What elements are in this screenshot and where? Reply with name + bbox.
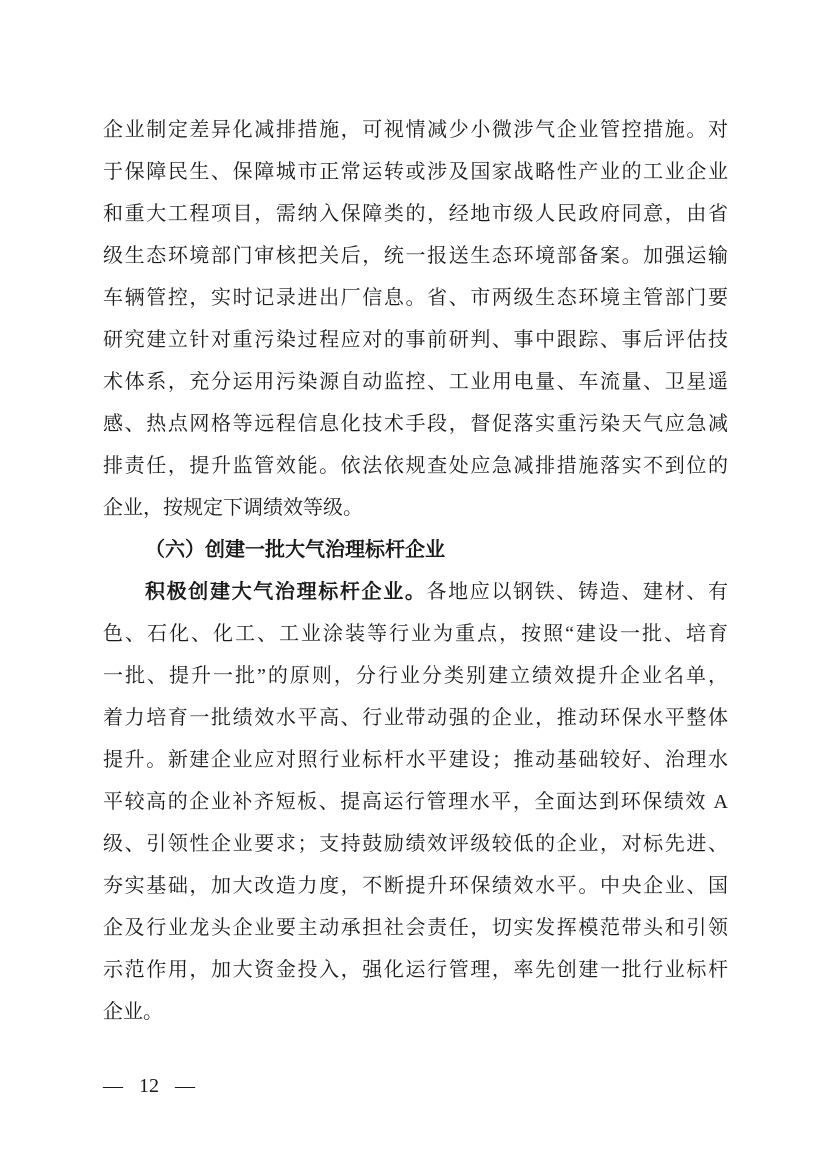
bold-text-segment: 积极创建大气治理标杆企业。 <box>145 581 427 603</box>
text-segment: 和重大工程项目，需纳入保障类的，经地市级人民政府同意，由省 <box>103 203 728 225</box>
body-line <box>103 193 728 235</box>
page-footer <box>103 1072 195 1100</box>
text-segment: 提升。新建企业应对照行业标杆水平建设；推动基础较好、治理水 <box>103 749 728 771</box>
text-segment: 企业，按规定下调绩效等级。 <box>103 497 363 519</box>
body-line <box>103 445 728 487</box>
text-segment: 车辆管控，实时记录进出厂信息。省、市两级生态环境主管部门要 <box>103 287 728 309</box>
text-segment: 着力培育一批绩效水平高、行业带动强的企业，推动环保水平整体 <box>103 707 728 729</box>
text-segment: 级生态环境部门审核把关后，统一报送生态环境部备案。加强运输 <box>103 245 728 267</box>
text-segment: 企业。 <box>103 1001 163 1023</box>
text-segment: 排责任，提升监管效能。依法依规查处应急减排措施落实不到位的 <box>103 455 728 477</box>
section-heading <box>103 529 728 571</box>
body-line <box>103 109 728 151</box>
bold-text-segment: （六）创建一批大气治理标杆企业 <box>145 539 445 561</box>
body-line <box>103 235 728 277</box>
text-segment: 感、热点网格等远程信息化技术手段，督促落实重污染天气应急减 <box>103 413 728 435</box>
text-segment: 一批、提升一批”的原则，分行业分类别建立绩效提升企业名单， <box>103 665 728 687</box>
text-segment: 示范作用，加大资金投入，强化运行管理，率先创建一批行业标杆 <box>103 959 728 981</box>
text-segment: 企及行业龙头企业要主动承担社会责任，切实发挥模范带头和引领 <box>103 917 728 939</box>
footer-dash-left: — <box>103 1075 123 1097</box>
body-line <box>103 403 728 445</box>
body-line <box>103 613 728 655</box>
body-line <box>103 781 728 823</box>
body-line <box>103 697 728 739</box>
text-segment: 平较高的企业补齐短板、提高运行管理水平，全面达到环保绩效 A <box>103 791 728 813</box>
body-line <box>103 319 728 361</box>
page-number: 12 <box>139 1075 159 1097</box>
body-line <box>103 949 728 991</box>
body-line <box>103 907 728 949</box>
text-segment: 研究建立针对重污染过程应对的事前研判、事中跟踪、事后评估技 <box>103 329 728 351</box>
body-line <box>103 823 728 865</box>
text-segment: 级、引领性企业要求；支持鼓励绩效评级较低的企业，对标先进、 <box>103 833 728 855</box>
text-segment: 企业制定差异化减排措施，可视情减少小微涉气企业管控措施。对 <box>103 119 728 141</box>
paragraph-end-line <box>103 487 728 529</box>
footer-dash-right: — <box>175 1075 195 1097</box>
text-segment: 术体系，充分运用污染源自动监控、工业用电量、车流量、卫星遥 <box>103 371 728 393</box>
body-line <box>103 655 728 697</box>
text-segment: 色、石化、化工、工业涂装等行业为重点，按照“建设一批、培育 <box>103 623 728 645</box>
body-line <box>103 277 728 319</box>
body-line <box>103 571 728 613</box>
body-line <box>103 151 728 193</box>
text-segment: 各地应以钢铁、铸造、建材、有 <box>426 581 728 603</box>
body-line <box>103 361 728 403</box>
body-line <box>103 865 728 907</box>
paragraph-end-line <box>103 991 728 1033</box>
document-body <box>103 109 728 1033</box>
text-segment: 于保障民生、保障城市正常运转或涉及国家战略性产业的工业企业 <box>103 161 728 183</box>
text-segment: 夯实基础，加大改造力度，不断提升环保绩效水平。中央企业、国 <box>103 875 728 897</box>
body-line <box>103 739 728 781</box>
